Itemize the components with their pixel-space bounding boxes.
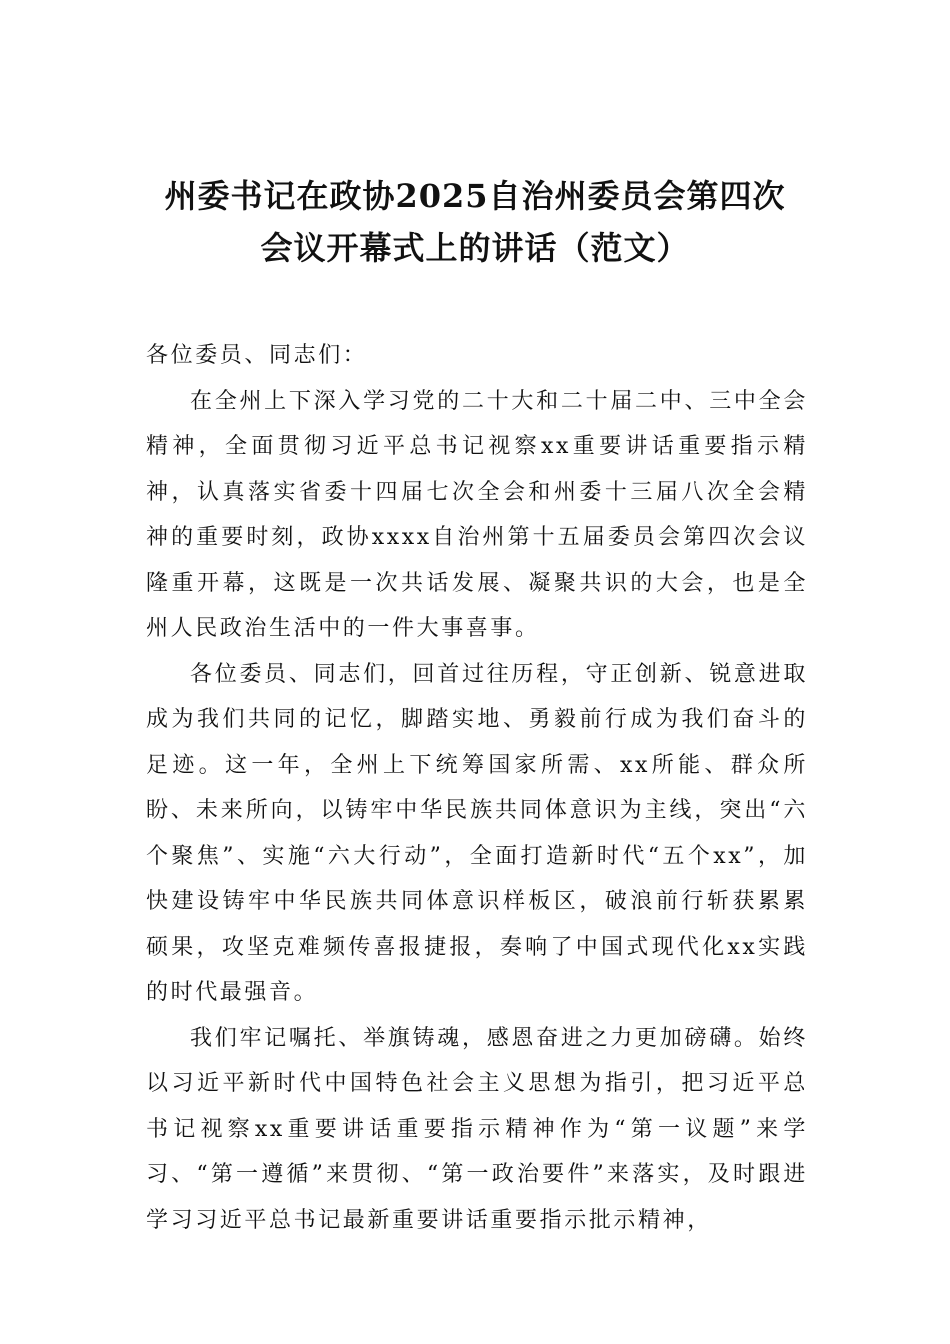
title-line-2: 会议开幕式上的讲话（范文） bbox=[260, 229, 690, 267]
document-title bbox=[120, 170, 830, 274]
paragraph-2: 各位委员、同志们，回首过往历程，守正创新、锐意进取成为我们共同的记忆，脚踏实地、勇毅前行成为我们奋斗的足迹。这一年，全州上下统筹国家所需、xx所能、群众所盼、未来所向，以铸牢中华民族共同体意识为主线，突出“六个聚焦”、实施“六大行动”，全面打造新时代“五个xx”，加快建设铸牢中华民族共同体意识样板区，破浪前行斩获累累硕果，攻坚克难频传喜报捷报，奏响了中国式现代化xx实践的时代最强音。 bbox=[146, 661, 808, 1005]
paragraph-3: 我们牢记嘱托、举旗铸魂，感恩奋进之力更加磅礴。始终以习近平新时代中国特色社会主义思想为指引，把习近平总书记视察xx重要讲话重要指示精神作为“第一议题”来学习、“第一遵循”来贯彻、“第一政治要件”来落实，及时跟进学习习近平总书记最新重要讲话重要指示批示精神， bbox=[146, 1025, 808, 1233]
salutation: 各位委员、同志们： bbox=[146, 343, 368, 368]
title-line-1: 州委书记在政协2025自治州委员会第四次 bbox=[164, 177, 786, 215]
document-body bbox=[146, 333, 808, 1243]
paragraph-1: 在全州上下深入学习党的二十大和二十届二中、三中全会精神，全面贯彻习近平总书记视察xx重要讲话重要指示精神，认真落实省委十四届七次全会和州委十三届八次全会精神的重要时刻，政协xxxx自治州第十五届委员会第四次会议隆重开幕，这既是一次共话发展、凝聚共识的大会，也是全州人民政治生活中的一件大事喜事。 bbox=[146, 388, 808, 641]
